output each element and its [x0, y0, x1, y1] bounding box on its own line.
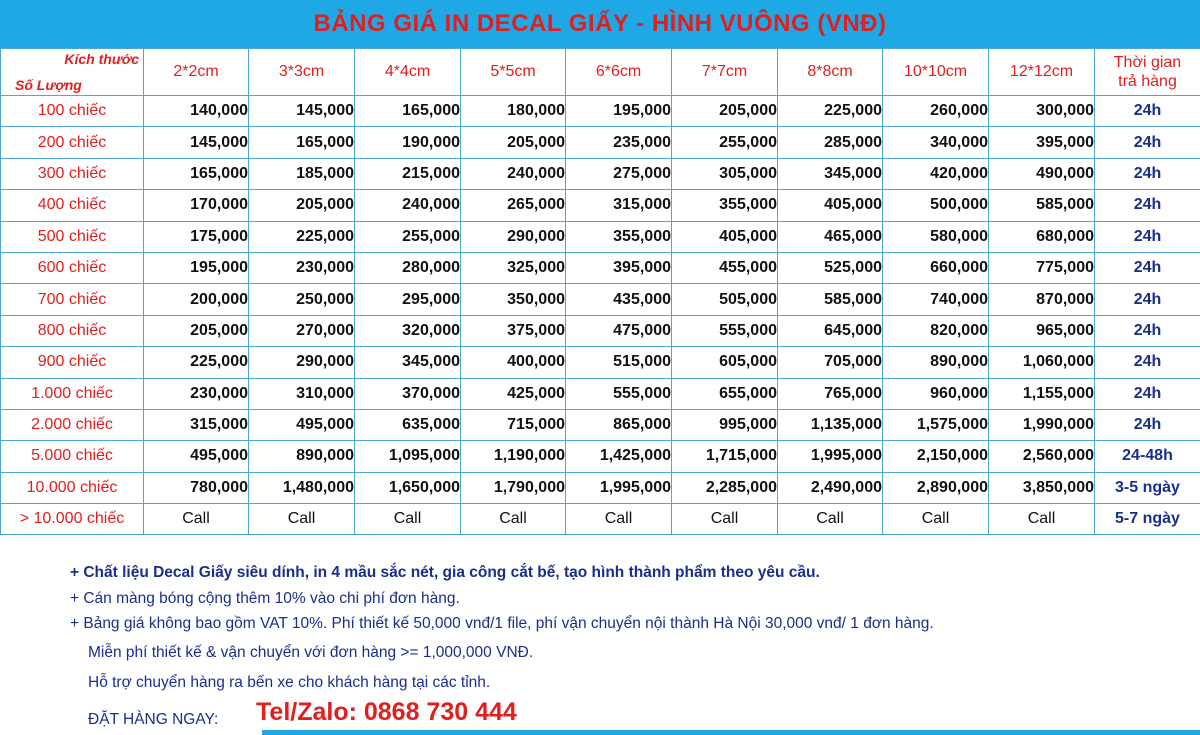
price-cell: 345,000 [778, 158, 883, 189]
price-cell: 515,000 [566, 347, 672, 378]
quantity-axis-label: Số Lượng [15, 77, 82, 93]
price-cell: 235,000 [566, 127, 672, 158]
price-cell: 375,000 [461, 315, 566, 346]
price-cell: 145,000 [144, 127, 249, 158]
price-cell: 740,000 [883, 284, 989, 315]
price-cell: 165,000 [355, 96, 461, 127]
price-cell: 200,000 [144, 284, 249, 315]
price-cell: 405,000 [778, 190, 883, 221]
table-row [1, 284, 1200, 315]
phone-contact[interactable]: Tel/Zalo: 0868 730 444 [256, 698, 517, 726]
price-cell: 2,560,000 [989, 441, 1095, 472]
price-cell: Call [355, 504, 461, 535]
price-cell: 205,000 [672, 96, 778, 127]
price-cell: 870,000 [989, 284, 1095, 315]
size-axis-label: Kích thước [64, 51, 139, 67]
price-cell: 995,000 [672, 409, 778, 440]
price-cell: 190,000 [355, 127, 461, 158]
price-cell: 505,000 [672, 284, 778, 315]
price-cell: 680,000 [989, 221, 1095, 252]
delivery-time-cell: 3-5 ngày [1095, 472, 1200, 503]
price-cell: 170,000 [144, 190, 249, 221]
quantity-cell: > 10.000 chiếc [1, 504, 144, 535]
price-cell: 890,000 [883, 347, 989, 378]
table-row [1, 409, 1200, 440]
price-cell: 225,000 [144, 347, 249, 378]
price-cell: 580,000 [883, 221, 989, 252]
note-material: + Chất liệu Decal Giấy siêu dính, in 4 mầu sắc nét, gia công cắt bế, tạo hình thành phẩm theo yêu cầu. [70, 564, 820, 581]
price-cell: Call [144, 504, 249, 535]
table-row [1, 190, 1200, 221]
quantity-cell: 200 chiếc [1, 127, 144, 158]
delivery-time-cell: 24h [1095, 96, 1200, 127]
price-cell: 555,000 [566, 378, 672, 409]
price-cell: 345,000 [355, 347, 461, 378]
price-cell: 605,000 [672, 347, 778, 378]
price-cell: 435,000 [566, 284, 672, 315]
price-cell: 780,000 [144, 472, 249, 503]
price-cell: 260,000 [883, 96, 989, 127]
price-cell: 355,000 [566, 221, 672, 252]
table-row [1, 221, 1200, 252]
price-cell: 215,000 [355, 158, 461, 189]
price-cell: 475,000 [566, 315, 672, 346]
delivery-time-cell: 24h [1095, 252, 1200, 283]
price-cell: 205,000 [249, 190, 355, 221]
price-cell: 275,000 [566, 158, 672, 189]
delivery-time-cell: 24h [1095, 190, 1200, 221]
order-now-label: ĐẶT HÀNG NGAY: [88, 711, 219, 728]
price-cell: Call [883, 504, 989, 535]
price-cell: 3,850,000 [989, 472, 1095, 503]
price-cell: 2,490,000 [778, 472, 883, 503]
delivery-time-cell: 24h [1095, 315, 1200, 346]
price-cell: 205,000 [144, 315, 249, 346]
price-cell: 1,480,000 [249, 472, 355, 503]
price-cell: 145,000 [249, 96, 355, 127]
quantity-cell: 300 chiếc [1, 158, 144, 189]
quantity-cell: 700 chiếc [1, 284, 144, 315]
table-row [1, 96, 1200, 127]
price-cell: 455,000 [672, 252, 778, 283]
table-row [1, 158, 1200, 189]
price-cell: 1,425,000 [566, 441, 672, 472]
price-cell: 490,000 [989, 158, 1095, 189]
table-row [1, 441, 1200, 472]
price-cell: 290,000 [461, 221, 566, 252]
table-row [1, 315, 1200, 346]
price-cell: 355,000 [672, 190, 778, 221]
size-header: 7*7cm [672, 49, 778, 96]
quantity-cell: 5.000 chiếc [1, 441, 144, 472]
price-cell: 1,990,000 [989, 409, 1095, 440]
table-body [1, 96, 1200, 535]
delivery-time-cell: 24h [1095, 347, 1200, 378]
price-cell: 230,000 [249, 252, 355, 283]
size-header: 12*12cm [989, 49, 1095, 96]
quantity-cell: 10.000 chiếc [1, 472, 144, 503]
price-cell: 195,000 [566, 96, 672, 127]
price-cell: 1,190,000 [461, 441, 566, 472]
price-cell: 865,000 [566, 409, 672, 440]
price-cell: 175,000 [144, 221, 249, 252]
price-cell: 420,000 [883, 158, 989, 189]
price-cell: 230,000 [144, 378, 249, 409]
price-cell: 1,095,000 [355, 441, 461, 472]
price-cell: 495,000 [144, 441, 249, 472]
price-cell: 290,000 [249, 347, 355, 378]
quantity-cell: 600 chiếc [1, 252, 144, 283]
price-cell: 775,000 [989, 252, 1095, 283]
price-cell: 205,000 [461, 127, 566, 158]
size-header: 6*6cm [566, 49, 672, 96]
quantity-cell: 900 chiếc [1, 347, 144, 378]
note-free-shipping: Miễn phí thiết kế & vận chuyển với đơn hàng >= 1,000,000 VNĐ. [88, 644, 534, 661]
price-cell: 1,155,000 [989, 378, 1095, 409]
table-row [1, 127, 1200, 158]
delivery-time-header-line1: Thời gian [1113, 54, 1182, 71]
delivery-time-cell: 24h [1095, 127, 1200, 158]
price-cell: 890,000 [249, 441, 355, 472]
price-cell: 1,995,000 [778, 441, 883, 472]
price-cell: 370,000 [355, 378, 461, 409]
price-cell: 1,135,000 [778, 409, 883, 440]
price-cell: 255,000 [355, 221, 461, 252]
price-cell: 1,650,000 [355, 472, 461, 503]
price-cell: 655,000 [672, 378, 778, 409]
price-cell: 1,060,000 [989, 347, 1095, 378]
quantity-cell: 500 chiếc [1, 221, 144, 252]
price-cell: 395,000 [989, 127, 1095, 158]
price-cell: 315,000 [144, 409, 249, 440]
price-cell: 585,000 [778, 284, 883, 315]
price-cell: 140,000 [144, 96, 249, 127]
table-row [1, 347, 1200, 378]
delivery-time-cell: 24h [1095, 221, 1200, 252]
price-cell: 765,000 [778, 378, 883, 409]
price-cell: 2,150,000 [883, 441, 989, 472]
price-cell: 285,000 [778, 127, 883, 158]
price-cell: 1,715,000 [672, 441, 778, 472]
price-cell: 165,000 [249, 127, 355, 158]
header-row [1, 49, 1200, 96]
price-cell: 2,890,000 [883, 472, 989, 503]
table-row [1, 252, 1200, 283]
price-cell: 350,000 [461, 284, 566, 315]
price-cell: Call [249, 504, 355, 535]
price-cell: 1,575,000 [883, 409, 989, 440]
price-cell: 270,000 [249, 315, 355, 346]
size-header: 3*3cm [249, 49, 355, 96]
price-cell: 2,285,000 [672, 472, 778, 503]
price-cell: 965,000 [989, 315, 1095, 346]
price-cell: 300,000 [989, 96, 1095, 127]
price-cell: 635,000 [355, 409, 461, 440]
size-header: 10*10cm [883, 49, 989, 96]
delivery-time-cell: 24h [1095, 409, 1200, 440]
note-bus-delivery: Hỗ trợ chuyển hàng ra bến xe cho khách hàng tại các tỉnh. [88, 674, 491, 691]
price-cell: 585,000 [989, 190, 1095, 221]
price-table [0, 48, 1200, 535]
delivery-time-header-line2: trả hàng [1118, 73, 1177, 90]
size-header: 5*5cm [461, 49, 566, 96]
page-title: BẢNG GIÁ IN DECAL GIẤY - HÌNH VUÔNG (VNĐ) [0, 0, 1200, 48]
size-header: 2*2cm [144, 49, 249, 96]
notes-section [0, 548, 1200, 735]
price-cell: 395,000 [566, 252, 672, 283]
price-cell: 405,000 [672, 221, 778, 252]
price-cell: 425,000 [461, 378, 566, 409]
price-cell: 280,000 [355, 252, 461, 283]
price-cell: 495,000 [249, 409, 355, 440]
price-cell: 820,000 [883, 315, 989, 346]
price-cell: 250,000 [249, 284, 355, 315]
quantity-cell: 2.000 chiếc [1, 409, 144, 440]
quantity-cell: 100 chiếc [1, 96, 144, 127]
price-cell: 960,000 [883, 378, 989, 409]
price-cell: 195,000 [144, 252, 249, 283]
price-cell: Call [566, 504, 672, 535]
price-cell: 185,000 [249, 158, 355, 189]
price-cell: Call [461, 504, 566, 535]
price-cell: 310,000 [249, 378, 355, 409]
price-cell: 325,000 [461, 252, 566, 283]
bottom-accent-bar [262, 730, 1200, 735]
price-cell: 715,000 [461, 409, 566, 440]
delivery-time-cell: 24h [1095, 284, 1200, 315]
delivery-time-cell: 5-7 ngày [1095, 504, 1200, 535]
price-cell: 1,790,000 [461, 472, 566, 503]
quantity-cell: 800 chiếc [1, 315, 144, 346]
corner-header [1, 49, 144, 96]
price-cell: 255,000 [672, 127, 778, 158]
note-lamination: + Cán màng bóng cộng thêm 10% vào chi phí đơn hàng. [70, 590, 460, 607]
price-cell: 165,000 [144, 158, 249, 189]
price-cell: 340,000 [883, 127, 989, 158]
price-cell: 265,000 [461, 190, 566, 221]
price-cell: 660,000 [883, 252, 989, 283]
price-cell: 305,000 [672, 158, 778, 189]
size-header: 8*8cm [778, 49, 883, 96]
price-cell: 465,000 [778, 221, 883, 252]
price-cell: 1,995,000 [566, 472, 672, 503]
price-cell: Call [778, 504, 883, 535]
quantity-cell: 1.000 chiếc [1, 378, 144, 409]
delivery-time-cell: 24h [1095, 158, 1200, 189]
note-vat: + Bảng giá không bao gồm VAT 10%. Phí thiết kế 50,000 vnđ/1 file, phí vận chuyển nội thành Hà Nội 30,000 vnđ/ 1 đơn hàng. [70, 615, 934, 632]
table-row [1, 378, 1200, 409]
price-cell: 555,000 [672, 315, 778, 346]
price-cell: 500,000 [883, 190, 989, 221]
price-cell: Call [672, 504, 778, 535]
table-row [1, 472, 1200, 503]
delivery-time-header [1095, 49, 1200, 96]
price-cell: 225,000 [249, 221, 355, 252]
delivery-time-cell: 24-48h [1095, 441, 1200, 472]
price-cell: 315,000 [566, 190, 672, 221]
quantity-cell: 400 chiếc [1, 190, 144, 221]
size-header: 4*4cm [355, 49, 461, 96]
price-cell: 400,000 [461, 347, 566, 378]
price-cell: 225,000 [778, 96, 883, 127]
price-cell: 180,000 [461, 96, 566, 127]
price-cell: 295,000 [355, 284, 461, 315]
price-cell: Call [989, 504, 1095, 535]
price-cell: 705,000 [778, 347, 883, 378]
price-cell: 240,000 [461, 158, 566, 189]
price-cell: 645,000 [778, 315, 883, 346]
table-row [1, 504, 1200, 535]
price-cell: 240,000 [355, 190, 461, 221]
price-cell: 525,000 [778, 252, 883, 283]
price-cell: 320,000 [355, 315, 461, 346]
delivery-time-cell: 24h [1095, 378, 1200, 409]
